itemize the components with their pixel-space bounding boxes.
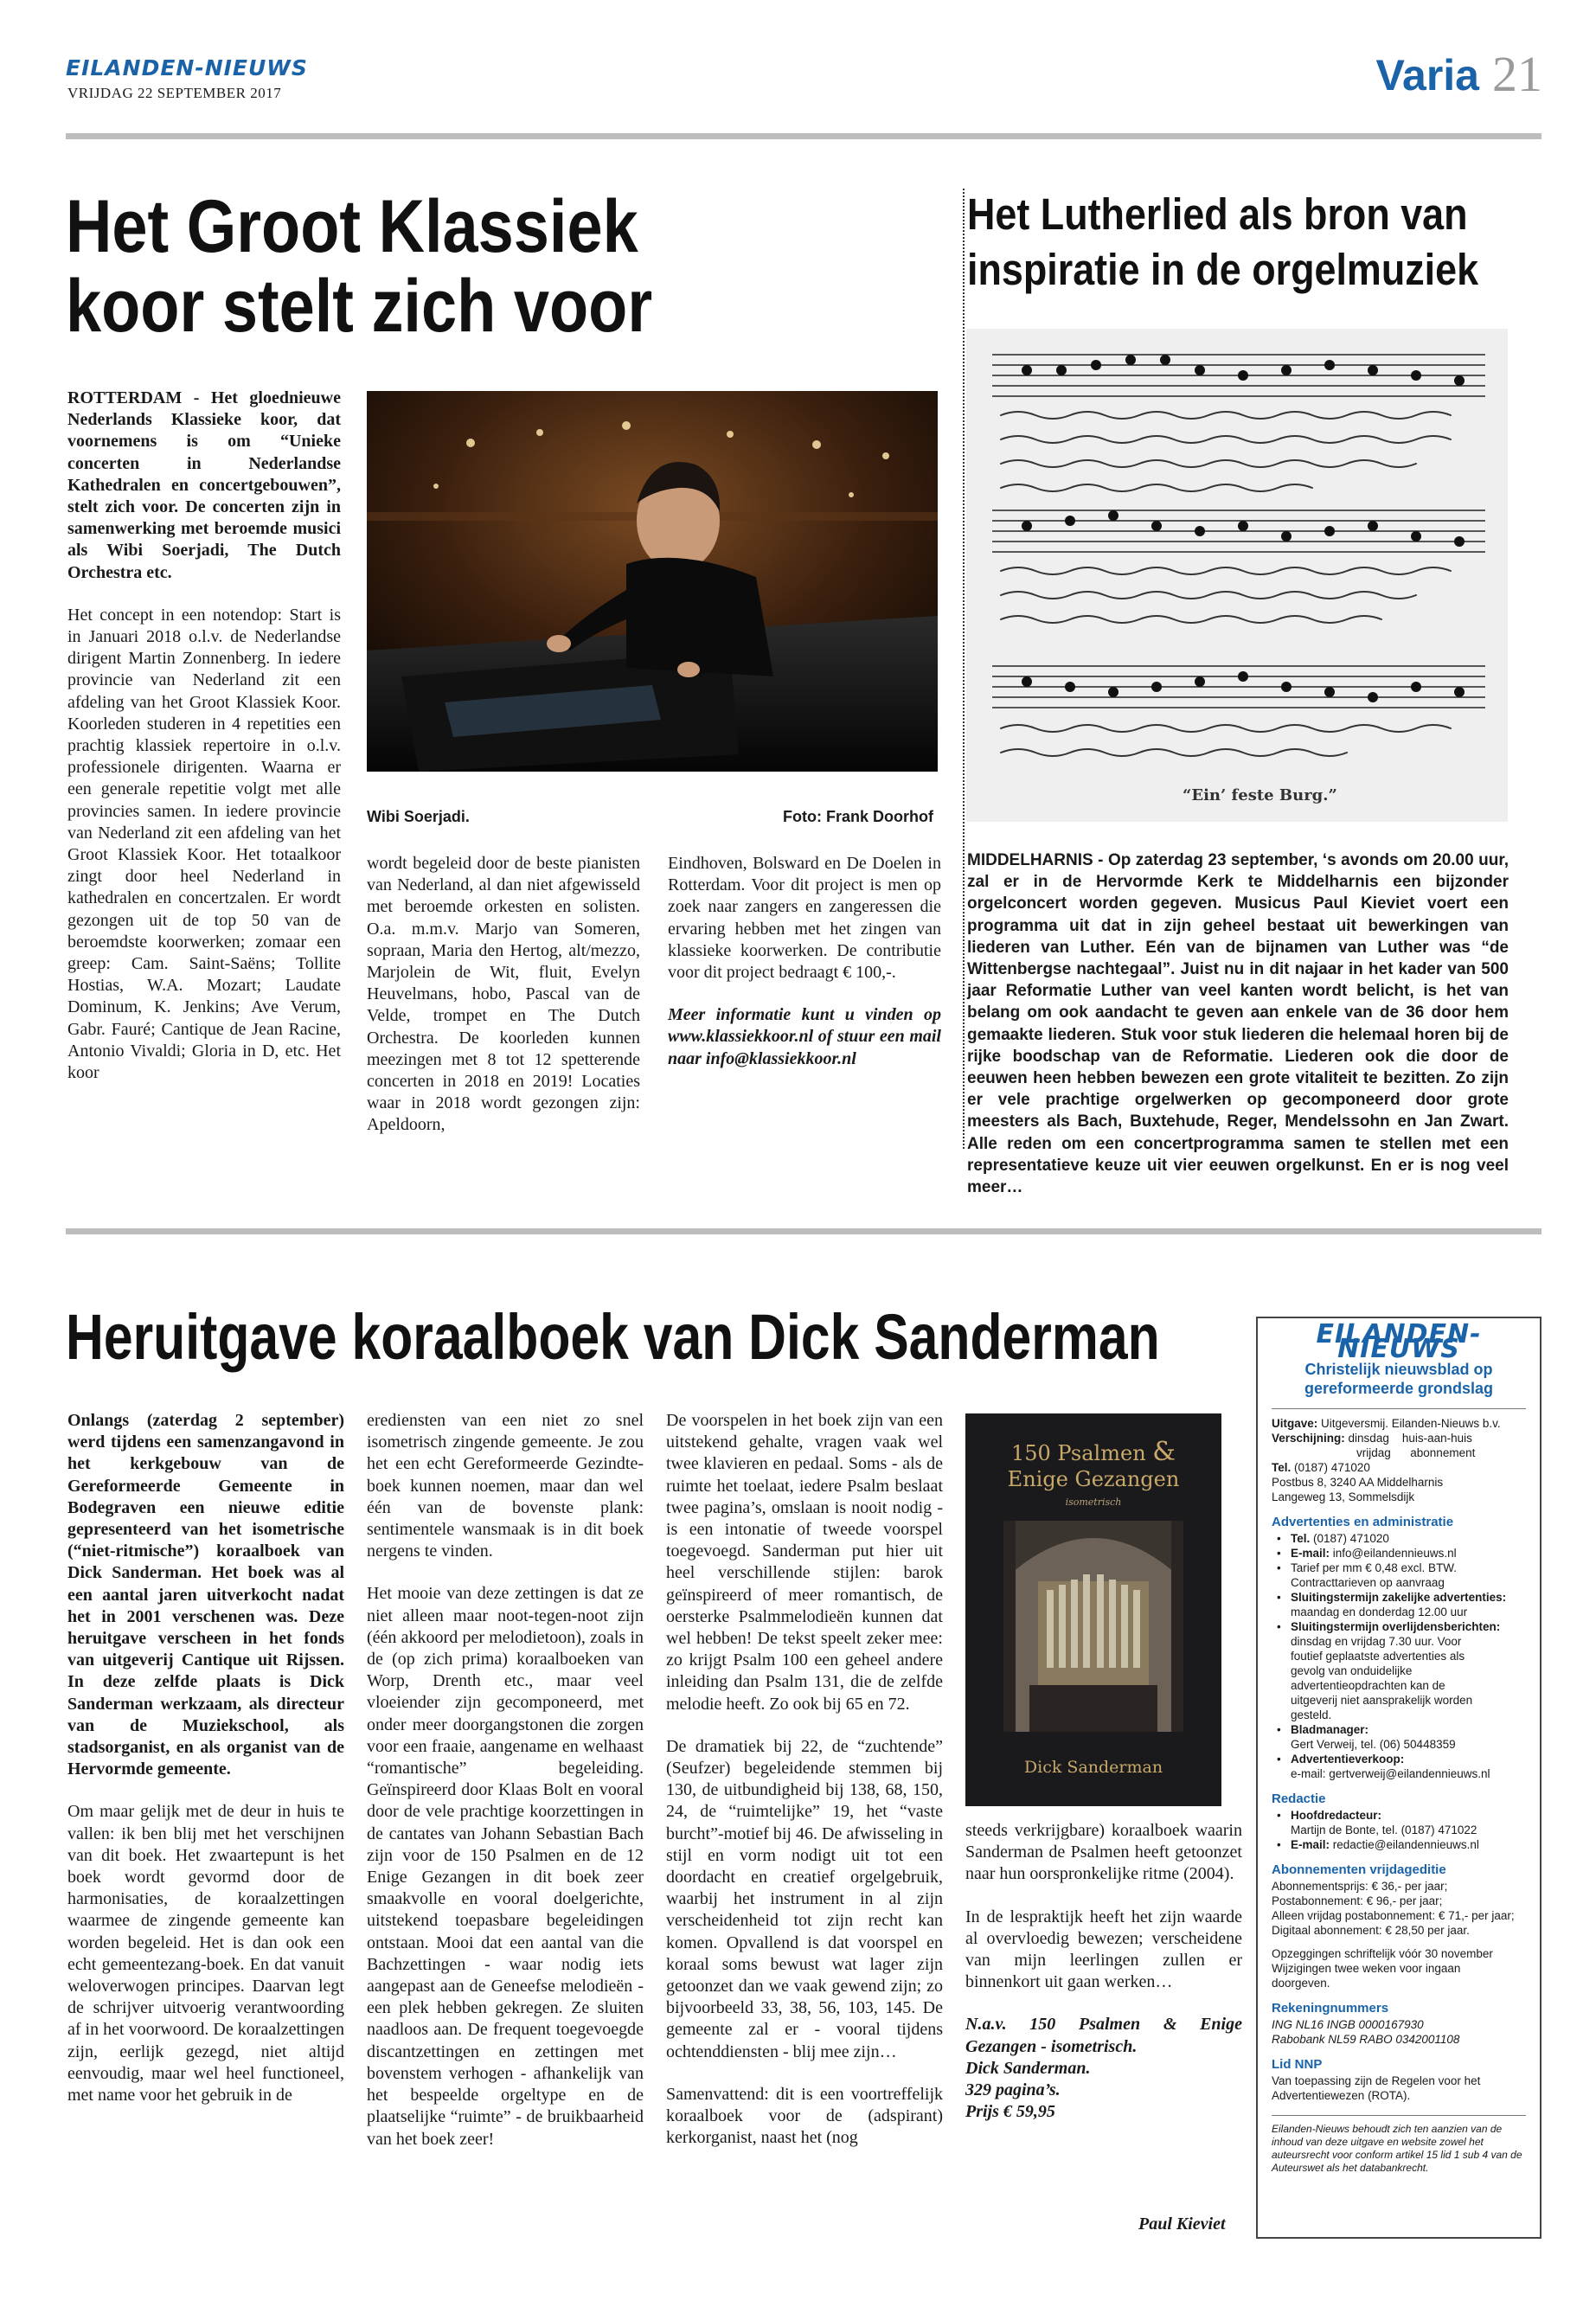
- page-number: 21: [1492, 46, 1542, 102]
- red-email-label: E-mail:: [1291, 1838, 1330, 1851]
- colophon-logo: EILANDEN-NIEUWS: [1316, 1319, 1482, 1364]
- book-cover-title: [965, 1439, 1221, 1492]
- ads-list: [1272, 1531, 1526, 1781]
- abo-title: Abonnementen vrijdageditie: [1272, 1862, 1446, 1877]
- article1-headline-line2: koor stelt zich voor: [66, 265, 653, 348]
- article1-headline-line1: Het Groot Klassiek: [66, 185, 638, 268]
- sluit-ovb-4: advertentieopdrachten kan de: [1291, 1679, 1445, 1692]
- sluit-ovb: [1272, 1619, 1526, 1722]
- top-rule: [66, 133, 1542, 139]
- sluit-zakelijk: [1272, 1590, 1526, 1619]
- ads-email-label: E-mail:: [1291, 1547, 1330, 1560]
- ads-title: Advertenties en administratie: [1272, 1515, 1454, 1529]
- opzeg-1: Opzeggingen schriftelijk vóór 30 november: [1272, 1947, 1493, 1960]
- book-info-price: Prijs € 59,95: [965, 2102, 1055, 2122]
- article1-body-col2: wordt begeleid door de beste pianisten van Nederland, al dan niet afgewisseld met beroemde orkesten en solisten. O.a. m.m.v. Marjo van Someren, sopraan, Maria den Hertog, alt/mezzo, Marjolein de Wit, fluit, Evelyn Heuvelmans, hobo, Pascal van de Velde, trompet en The Dutch Orchestra. De koorleden kunnen meezingen met 8 tot 12 spetterende concerten in 2018 en 2019! Locaties waar in 2018 wordt gezongen zijn: Apeldoorn,: [367, 854, 640, 1135]
- bladmanager-label: Bladmanager:: [1291, 1723, 1369, 1736]
- verschijning-2: vrijdag abonnement: [1356, 1446, 1476, 1459]
- photo-credit: Foto: Frank Doorhof: [783, 808, 933, 825]
- sluit-ovb-6: gesteld.: [1291, 1708, 1332, 1721]
- ad-sales-value: e-mail: gertverweij@eilandennieuws.nl: [1291, 1767, 1490, 1780]
- verschijning-label: Verschijning:: [1272, 1432, 1345, 1445]
- masthead-logo: EILANDEN-NIEUWS: [66, 55, 308, 80]
- article1-column-2: [367, 853, 640, 1157]
- book-info-title: N.a.v. 150 Psalmen & Enige Gezangen - isometrisch.: [965, 2015, 1242, 2056]
- pianist-photo-illustration: [367, 391, 938, 772]
- photo-caption: Wibi Soerjadi.: [367, 808, 470, 825]
- red-email-value: redactie@eilandennieuws.nl: [1332, 1838, 1479, 1851]
- article1-info: Meer informatie kunt u vinden op www.klassiekkoor.nl of stuur een mail naar info@klassiekkoor.nl: [668, 1005, 941, 1068]
- ads-tarief: [1272, 1561, 1526, 1590]
- colophon-divider-bottom: [1272, 2115, 1526, 2116]
- uitgave-value: Uitgeversmij. Eilanden-Nieuws b.v.: [1321, 1417, 1501, 1430]
- red-email: [1272, 1837, 1526, 1852]
- book-info-pages: 329 pagina’s.: [965, 2080, 1061, 2100]
- mid-rule: [66, 1228, 1542, 1234]
- abo-4: Digitaal abonnement: € 28,50 per jaar.: [1272, 1924, 1470, 1937]
- book-cover-amp: &: [1152, 1437, 1176, 1467]
- photo-wibi-soerjadi: [367, 391, 938, 772]
- article3-col3-p2: De dramatiek bij 22, de “zuchtende” (Seufzer) begeleidende stemmen bij 130, de uitbundigheid bij 138, 68, 150, 24, de “ruimtelijke” 19, het “vaste burcht”-motief bij 46. De afwisseling in stijl en vorm nodigt uit tot een doordacht en creatief orgelgebruik, waarbij het instrument in al zijn verscheidenheid tot zijn recht kan komen. Opvallend is dat voorspel en koraal soms bewust wat lager zijn getoonzet dan we vaak gewend zijn; zo bijvoorbeeld 33, 38, 56, 103, 145. De gemeente zal er - vooral tijdens ochtenddiensten - blij mee zijn…: [666, 1736, 943, 2061]
- article1-body-col3: Eindhoven, Bolsward en De Doelen in Rotterdam. Voor dit project is men op zoek naar zangers en zangeressen die ervaring hebben met het zingen van klassieke koorwerken. De contributie voor dit project bedraagt € 100,-.: [668, 854, 941, 983]
- address-1: Postbus 8, 3240 AA Middelharnis: [1272, 1476, 1444, 1489]
- uitgave-label: Uitgave:: [1272, 1417, 1318, 1430]
- article3-author: Paul Kieviet: [1138, 2214, 1226, 2234]
- sluit-ovb-3: gevolg van onduidelijke: [1291, 1664, 1413, 1677]
- ad-sales: [1272, 1752, 1526, 1781]
- book-cover-title-2: Enige Gezangen: [1007, 1467, 1180, 1491]
- article3-col3-p1: De voorspelen in het boek zijn van een uitstekend gehalte, vragen vaak wel twee klavieren en pedaal. Soms - als de ruimte het toelaat, iedere Psalm beslaat twee pagina’s, omslaan is nooit nodig - is een intonatie of tweede voorspel toegevoegd. Sanderman put hier uit heel verschillende stijlen: barok geïnspireerd of meer romantisch, de oersterke Psalmmelodieën kunnen dat wel hebben! De tekst speelt zeker mee: zo krijgt Psalm 100 een geheel andere inleiding dan Psalm 131, die de zelfde melodie heeft. Zo ook bij 65 en 72.: [666, 1411, 943, 1714]
- article3-headline: Heruitgave koraalboek van Dick Sanderman: [66, 1301, 1160, 1373]
- book-cover-title-1: 150 Psalmen: [1010, 1441, 1146, 1465]
- verschijning-1: dinsdag huis-aan-huis: [1348, 1432, 1472, 1445]
- hoofdred: [1272, 1808, 1526, 1837]
- address-2: Langeweg 13, Sommelsdijk: [1272, 1490, 1415, 1503]
- article2-body: [967, 849, 1509, 1219]
- article2-headline-line2: inspiratie in de orgelmuziek: [967, 245, 1479, 294]
- rek-1: ING NL16 INGB 0000167930: [1272, 2018, 1424, 2031]
- sluit-zakelijk-label: Sluitingstermijn zakelijke advertenties:: [1291, 1591, 1507, 1604]
- abo-3: Alleen vrijdag postabonnement: € 71,- per jaar;: [1272, 1909, 1515, 1922]
- colophon-body: [1258, 1398, 1540, 2182]
- book-info-author: Dick Sanderman.: [965, 2058, 1091, 2078]
- sluit-zakelijk-value: maandag en donderdag 12.00 uur: [1291, 1606, 1468, 1618]
- article1-column-3: [668, 853, 941, 1091]
- redactie-title: Redactie: [1272, 1791, 1326, 1806]
- lid-2: Advertentiewezen (ROTA).: [1272, 2089, 1411, 2102]
- lid-1: Van toepassing zijn de Regelen voor het: [1272, 2074, 1481, 2087]
- abo-1: Abonnementsprijs: € 36,- per jaar;: [1272, 1880, 1448, 1893]
- ads-contract: Contracttarieven op aanvraag: [1291, 1576, 1445, 1589]
- score-caption: “Ein’ feste Burg.”: [1183, 786, 1337, 804]
- column-divider: [963, 189, 965, 1149]
- article3-column-2: [367, 1410, 644, 2171]
- bladmanager-value: Gert Verweij, tel. (06) 50448359: [1291, 1738, 1456, 1751]
- ads-email-value: info@eilandennieuws.nl: [1332, 1547, 1457, 1560]
- rek-2: Rabobank NL59 RABO 0342001108: [1272, 2033, 1460, 2046]
- article2-body-text: MIDDELHARNIS - Op zaterdag 23 september, ‘s avonds om 20.00 uur, zal er in de Hervormde Kerk te Middelharnis een bijzonder orgelconcert worden gegeven. Musicus Paul Kieviet voert een programma uit dat in zijn geheel bestaat uit bewerkingen van liederen van Luther. Eén van de bijnamen van Luther was “de Wittenbergse nachtegaal”. Juist nu in dit najaar in het kader van 500 jaar Reformatie Luther van veel kanten wordt belicht, is het van belang om ook aandacht te geven aan enkele van de 36 door hem gemaakte liederen. Stuk voor stuk liederen die helemaal horen bij de rijke boodschap van de Reformatie. Liederen ook die door de eeuwen heen hebben bewezen een grote vitaliteit te bezitten. Zo zijn er vele prachtige orgelwerken op gecomponeerd door grote meesters als Bach, Buxtehude, Reger, Mendelssohn en Jan Zwart. Alle reden om een concertprogramma samen te stellen met een representatieve keuze uit vier eeuwen orgelkunst. En er is nog veel meer…: [967, 851, 1509, 1197]
- article2-headline-line1: Het Lutherlied als bron van: [967, 189, 1468, 239]
- article3-column-4: [965, 1820, 1242, 2123]
- opzeg-3: doorgeven.: [1272, 1977, 1330, 1990]
- masthead-date: VRIJDAG 22 SEPTEMBER 2017: [67, 85, 282, 101]
- article3-lead: Onlangs (zaterdag 2 september) werd tijdens een samenzangavond in het kerkgebouw van de Gereformeerde Gemeente in Bodegraven een nieuwe editie gepresenteerd van het isometrische (“niet-ritmische”) koraalboek van Dick Sanderman. Het boek was al een aantal jaren uitverkocht nadat het in 2001 verschenen was. Deze heruitgave verscheen in het fonds van uitgeverij Cantique uit Rijssen. In deze zelfde plaats is Dick Sanderman werkzaam, als directeur van de Muziekschool, als stadsorganist, en als organist van de Hervormde gemeente.: [67, 1411, 344, 1779]
- article3-column-1: [67, 1410, 344, 2127]
- opzeg-2: Wijzigingen twee weken voor ingaan: [1272, 1962, 1461, 1975]
- article3-col3-p3: Samenvattend: dit is een voortreffelijk koraalboek voor de (adspirant) kerkorganist, naast het (nog: [666, 2084, 943, 2148]
- hoofdred-value: Martijn de Bonte, tel. (0187) 471022: [1291, 1823, 1477, 1836]
- rek-title: Rekeningnummers: [1272, 2001, 1389, 2016]
- article3-col2-p1: erediensten van een niet zo snel isometrisch zingende gemeente. Je zou het een echt Gereformeerde Gezindte-boek kunnen noemen, maar dan wel één van de bovenste plank: sentimentele wansmaak is in dit boek nergens te vinden.: [367, 1411, 644, 1561]
- article3-col4-p1: steeds verkrijgbare) koraalboek waarin Sanderman de Psalmen heeft getoonzet naar hun oorspronkelijke ritme (2004).: [965, 1821, 1242, 1884]
- article1-lead: ROTTERDAM - Het gloednieuwe Nederlands Klassieke koor, dat voornemens is om “Unieke concerten in Nederlandse Kathedralen en concertgebouwen”, stelt zich voor. De concerten zijn in samenwerking met beroemde musici als Wibi Soerjadi, The Dutch Orchestra etc.: [67, 388, 341, 582]
- sluit-ovb-1: dinsdag en vrijdag 7.30 uur. Voor: [1291, 1635, 1462, 1648]
- ads-tel: [1272, 1531, 1526, 1546]
- article1-column-1: [67, 388, 341, 1105]
- bladmanager: [1272, 1722, 1526, 1752]
- luther-score-image: [966, 329, 1508, 822]
- book-info: [965, 2014, 1242, 2123]
- sluit-ovb-label: Sluitingstermijn overlijdensberichten:: [1291, 1620, 1501, 1633]
- ads-email: [1272, 1546, 1526, 1561]
- church-organ-illustration: [1003, 1521, 1183, 1732]
- book-cover-subtitle: isometrisch: [1065, 1497, 1122, 1508]
- ads-tel-value: (0187) 471020: [1313, 1532, 1389, 1545]
- sluit-ovb-2: foutief geplaatste advertenties als: [1291, 1650, 1465, 1663]
- article1-headline: [66, 187, 652, 346]
- book-cover-author: Dick Sanderman: [1023, 1758, 1163, 1777]
- tel-value: (0187) 471020: [1294, 1461, 1370, 1474]
- section-name: Varia: [1375, 51, 1479, 99]
- hoofdred-label: Hoofdredacteur:: [1291, 1809, 1382, 1822]
- copyright-notice: Eilanden-Nieuws behoudt zich ten aanzien van de inhoud van deze uitgave en website zowel het auteursrecht voor conform artikel 15 lid 1 sub 4 van de Auteurswet als het databankrecht.: [1272, 2123, 1522, 2174]
- colophon-header: [1258, 1319, 1540, 1398]
- ads-tarief-value: Tarief per mm € 0,48 excl. BTW.: [1291, 1561, 1458, 1574]
- ad-sales-label: Advertentieverkoop:: [1291, 1753, 1405, 1766]
- book-cover: [965, 1413, 1221, 1806]
- colophon-tagline-2: gereformeerde grondslag: [1304, 1380, 1494, 1397]
- article1-body-col1: Het concept in een notendop: Start is in Januari 2018 o.l.v. de Nederlandse dirigent Martin Zonnenberg. In iedere provincie van Nederland zit een afdeling van het Groot Klassiek Koor. Koorleden studeren in 4 repetities een prachtig klassiek repertoire in o.l.v. professionele dirigenten. Waarna er een generale repetitie volgt met alle provincies samen. In iedere provincie van Nederland zit een afdeling van het Groot Klassiek Koor. Het totaalkoor zingt door heel Nederland in kathedralen en concertzalen. Er wordt gezongen uit de top 50 van de beroemdste koorwerken; zomaar een greep: Cam. Saint-Saëns; Tollite Hostias, W.A. Mozart; Laudate Dominum, K. Jenkins; Ave Verum, Gabr. Fauré; Cantique de Jean Racine, Antonio Vivaldi; Gloria in D, etc. Het koor: [67, 605, 341, 1083]
- abo-2: Postabonnement: € 96,- per jaar;: [1272, 1894, 1443, 1907]
- handwritten-score-illustration: [966, 329, 1508, 822]
- article3-column-3: [666, 1410, 943, 2170]
- colophon-box: [1256, 1317, 1542, 2239]
- colophon-divider: [1272, 1408, 1526, 1409]
- tel-label: Tel.: [1272, 1461, 1292, 1474]
- lid-title: Lid NNP: [1272, 2057, 1323, 2072]
- ads-tel-label: Tel.: [1291, 1532, 1311, 1545]
- sluit-ovb-5: uitgeverij niet aansprakelijk worden: [1291, 1694, 1473, 1707]
- article3-col4-p2: In de lespraktijk heeft het zijn waarde al overvloedig bewezen; verscheidene van mijn leerlingen zullen er binnenkort uit gaan werken…: [965, 1907, 1242, 1992]
- article2-headline: [967, 187, 1478, 298]
- redactie-list: [1272, 1808, 1526, 1852]
- article3-col2-p2: Het mooie van deze zettingen is dat ze niet alleen maar noot-tegen-noot zijn (één akkoord per melodietoon), zoals in de (op zich prima) koraalboeken van Worp, Drenth etc., maar veel vloeiender zijn gecomponeerd, met onder meer doorgangstonen die zorgen voor een fraaie, aangename en welhaast “romantische” begeleiding. Geïnspireerd door Klaas Bolt en vooral door de vele prachtige koorzettingen in de cantates van Johann Sebastian Bach zijn voor de 150 Psalmen en de 12 Enige Gezangen in dit boek zeer smaakvolle en vooral doelgerichte, uitstekend toepasbare begeleidingen ontstaan. Mooi dat een aantal van die Bachzettingen - waar nodig iets aangepast aan de Geneefse melodieën - een plek hebben gekregen. Ze sluiten naadloos aan. De frequent toegevoegde discantzettingen en zettingen met bovenstem verhogen - afhankelijk van het bespeelde orgeltype en de plaatselijke “ruimte” - de bruikbaarheid van het boek zeer!: [367, 1584, 644, 2149]
- colophon-tagline-1: Christelijk nieuwsblad op: [1304, 1361, 1493, 1378]
- article3-col1-p2: Om maar gelijk met de deur in huis te vallen: ik ben blij met het verschijnen van dit boek. Het zwaartepunt is het boek wordt gevormd door de harmonisaties, de koraalzettingen waarmee de zingende gemeente kan worden begeleid. Het is dan ook een echt gemeentezang-boek. En dat vanuit weloverwogen principes. Daarvan legt de schrijver uitvoerig verantwoording af in het voorwoord. De koraalzettingen zijn, eerlijk gezegd, niet altijd eenvoudig, maar wel heel functioneel, met name voor het gebruik in de: [67, 1802, 344, 2106]
